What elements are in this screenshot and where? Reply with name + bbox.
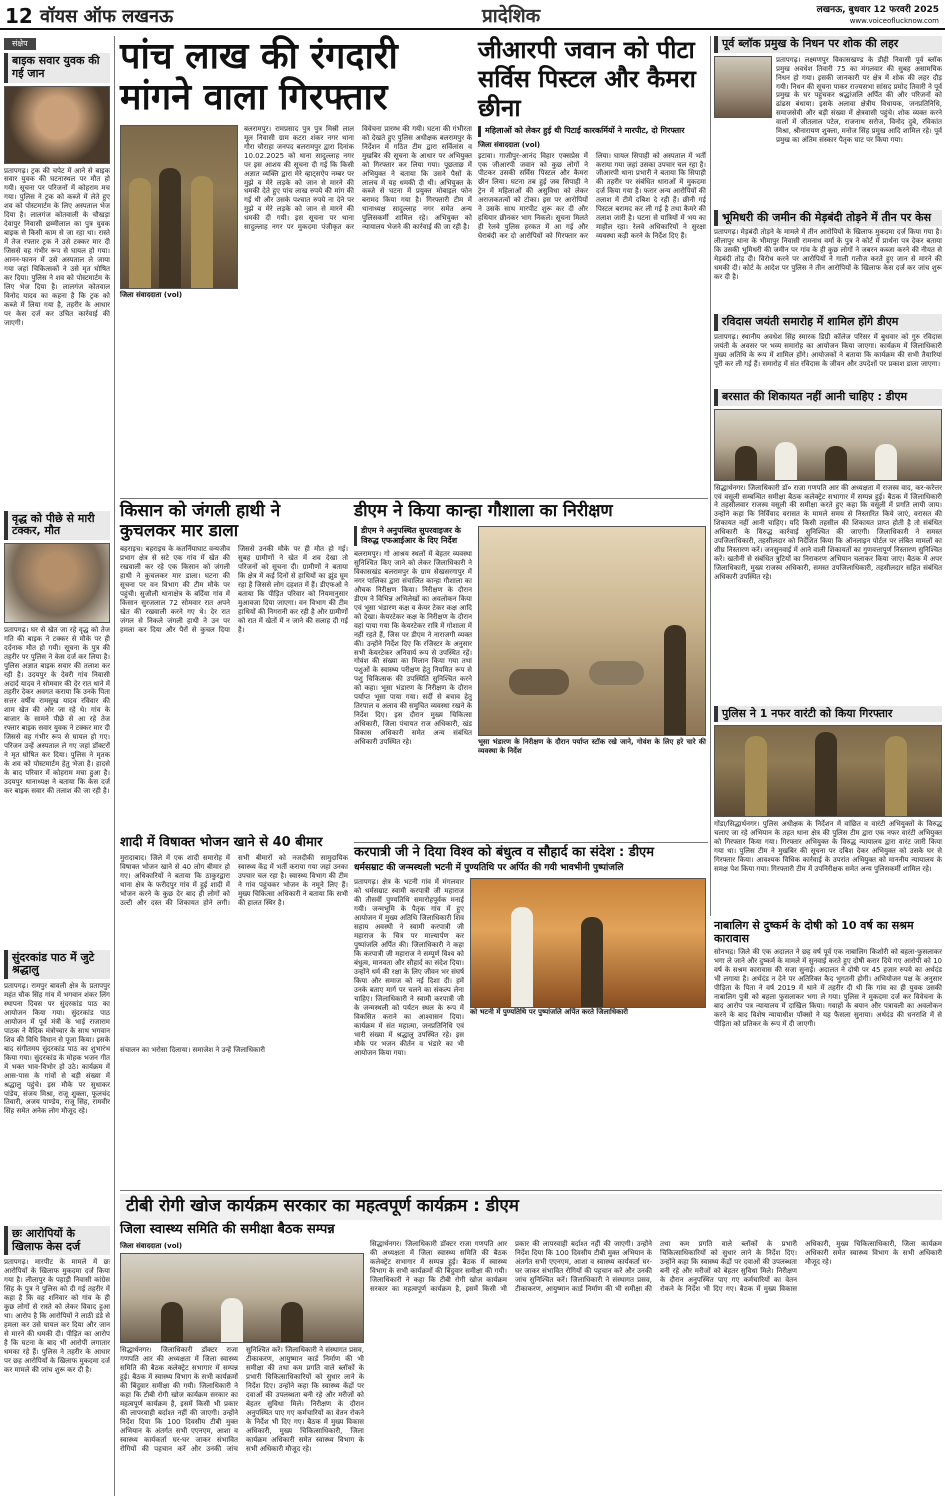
story-karpatri-extra bbox=[120, 1046, 708, 1190]
story-body-continued: सिद्धार्थनगर। जिलाधिकारी डॉक्टर राजा गणपति आर की अध्यक्षता में जिला स्वास्थ्य समिति की बैठक कलेक्ट्रेट सभागार में सम्पन्न हुई। बैठक में स्वास्थ्य विभाग के सभी कार्यक्रमों की बिंदुवार समीक्षा की गयी। जिलाधिकारी ने कहा कि टीबी रोगी खोज कार्यक्रम सरकार का महत्वपूर्ण कार्यक्रम है, इसमें किसी भी प्रकार की लापरवाही बर्दाश्त नहीं की जाएगी। उन्होंने निर्देश दिया कि 100 दिवसीय टीबी मुक्त अभियान के अंतर्गत सभी एएनएम, आशा व स्वास्थ्य कार्यकर्ता घर-घर जाकर संभावित रोगियों की पहचान करें और उनकी जांच सुनिश्चित करें। जिलाधिकारी ने संस्थागत प्रसव, टीकाकरण, आयुष्मान कार्ड निर्माण की भी समीक्षा की तथा कम प्रगति वाले ब्लॉकों के प्रभारी चिकित्साधिकारियों को सुधार लाने के निर्देश दिए। उन्होंने कहा कि स्वास्थ्य केंद्रों पर दवाओं की उपलब्धता बनी रहे और मरीजों को बेहतर सुविधा मिले। निरीक्षण के दौरान अनुपस्थित पाए गए कर्मचारियों का वेतन रोकने के निर्देश भी दिए गए। बैठक में मुख्य विकास अधिकारी, मुख्य चिकित्साधिकारी, जिला कार्यक्रम अधिकारी समेत स्वास्थ्य विभाग के सभी अधिकारी मौजूद रहे। bbox=[370, 1240, 942, 1294]
story-headline: जीआरपी जवान को पीटा सर्विस पिस्टल और कैमरा छीना bbox=[478, 36, 696, 122]
photo-caption: को भटनी में पुण्यतिथि पर पुष्पांजलि अर्पित करते जिलाधिकारी bbox=[470, 1008, 628, 1017]
brief-headline: बाइक सवार युवक की गई जान bbox=[4, 53, 110, 82]
brief-body: प्रतापगढ़। रामपुर बावली क्षेत्र के प्रतापपुर महंत चौक सिंह गांव में भगवान शंकर लिंग स्थापना दिवस पर सुंदरकांड पाठ का आयोजन किया गया। सुंदरकांड पाठ आयोजन में पूर्व मंत्री के भाई राजाराम पाठक ने वैदिक मंत्रोच्चार के साथ भगवान शिव की विधि विधान से पूजा किया। इसके बाद संगीतमय सुंदरकांड पाठ का शुभारंभ किया गया। सुंदरकांड के मोहक भजन गीत में भक्त भाव-विभोर हो उठे। कार्यक्रम में आस-पास के गांवों से बड़ी संख्या में श्रद्धालु पहुंचे। इस मौके पर सुधाकर पांडेय, संजय मिश्रा, राजू शुक्ला, फूलचंद तिवारी, अजय पाण्डेय, राजू सिंह, रामवीर सिंह समेत अनेक लोग मौजूद रहे। bbox=[4, 982, 110, 1116]
story-body: सिद्धार्थनगर। जिलाधिकारी डॉक्टर राजा गणपति आर की अध्यक्षता में जिला स्वास्थ्य समिति की बैठक कलेक्ट्रेट सभागार में सम्पन्न हुई। बैठक में स्वास्थ्य विभाग के सभी कार्यक्रमों की बिंदुवार समीक्षा की गयी। जिलाधिकारी ने कहा कि टीबी रोगी खोज कार्यक्रम सरकार का महत्वपूर्ण कार्यक्रम है, इसमें किसी भी प्रकार की लापरवाही बर्दाश्त नहीं की जाएगी। उन्होंने निर्देश दिया कि 100 दिवसीय टीबी मुक्त अभियान के अंतर्गत सभी एएनएम, आशा व स्वास्थ्य कार्यकर्ता घर-घर जाकर संभावित रोगियों की पहचान करें और उनकी जांच सुनिश्चित करें। जिलाधिकारी ने संस्थागत प्रसव, टीकाकरण, आयुष्मान कार्ड निर्माण की भी समीक्षा की तथा कम प्रगति वाले ब्लॉकों के प्रभारी चिकित्साधिकारियों को सुधार लाने के निर्देश दिए। उन्होंने कहा कि स्वास्थ्य केंद्रों पर दवाओं की उपलब्धता बनी रहे और मरीजों को बेहतर सुविधा मिले। निरीक्षण के दौरान अनुपस्थित पाए गए कर्मचारियों का वेतन रोकने के निर्देश भी दिए गए। बैठक में मुख्य विकास अधिकारी, मुख्य चिकित्साधिकारी, जिला कार्यक्रम अधिकारी समेत स्वास्थ्य विभाग के सभी अधिकारी मौजूद रहे। bbox=[120, 1346, 364, 1453]
story-headline: पांच लाख की रंगदारी bbox=[120, 36, 398, 77]
masthead bbox=[0, 0, 945, 30]
photo-warrant bbox=[714, 725, 942, 817]
story-subhead: डीएम ने अनुपस्थित सुपरवाइजर के विरुद्ध एफआईआर के दिए निर्देश bbox=[354, 526, 472, 546]
story-headline: रविदास जयंती समारोह में शामिल होंगे डीएम bbox=[714, 314, 942, 331]
story-body: इटावा। गाजीपुर-आनंद विहार एक्सप्रेस में एक जीआरपी जवान को कुछ लोगों ने पीटकर उसकी सर्विस पिस्टल और कैमरा छीन लिया। घटना तब हुई जब सिपाही ने ट्रेन में महिलाओं की असुविधा को लेकर अराजकतत्वों को टोका। इस पर आरोपियों ने उसके साथ मारपीट शुरू कर दी और हथियार छीनकर भाग निकले। सूचना मिलते ही रेलवे पुलिस हरकत में आ गई और घेराबंदी कर दो आरोपियों को गिरफ्तार कर लिया। घायल सिपाही को अस्पताल में भर्ती कराया गया जहां उसका उपचार चल रहा है। जीआरपी थाना प्रभारी ने बताया कि सिपाही की तहरीर पर संबंधित धाराओं में मुकदमा दर्ज किया गया है। फरार अन्य आरोपियों की तलाश में टीमें दबिश दे रही हैं। छीनी गई पिस्टल बरामद कर ली गई है तथा कैमरे की तलाश जारी है। घटना से यात्रियों में भय का माहौल रहा। रेलवे अधिकारियों ने सुरक्षा व्यवस्था कड़ी करने के निर्देश दिए हैं। bbox=[478, 151, 706, 241]
story-shok bbox=[714, 36, 942, 206]
brief-body: प्रतापगढ़। घर से खेत जा रहे वृद्ध को तेज गति की बाइक ने टक्कर से मौके पर ही दर्दनाक मौत हो गयी। सूचना के पुत्र की तहरीर पर पुलिस ने केस दर्ज कर लिया है। पुलिस अज्ञात बाइक सवार की तलाश कर रही है। उदयपुर के देवरी गांव निवासी अदार्द यादव ने सोमवार की देर रात थाने में तहरीर देकर अवगत कराया कि उनके पिता सत्तर वर्षीय रामसुख यादव रविवार की शाम खेत की ओर जा रहे थे। गांव के बाजार के सामने पीछे से आ रहे तेज रफ्तार बाइक सवार युवक ने टक्कर मार दी जिससे वह गंभीर रूप से घायल हो गए। परिजन उन्हें अस्पताल ले गए जहां डॉक्टरों ने मृत घोषित कर दिया। पुलिस ने मृतक के शव को पोस्टमार्टम हेतु भेजा है। हादसे के बाद परिवार में कोहराम मचा हुआ है। उदयपुर थानाध्यक्ष ने बताया कि केस दर्ज कर बाइक सवार की तलाश की जा रही है। bbox=[4, 625, 110, 795]
photo-caption: भूसा भंडारण के निरीक्षण के दौरान पर्याप्त स्टॉक रखे जाने, गोवंश के लिए हरे चारे की व्यवस्था के निर्देश bbox=[478, 737, 706, 755]
story-subhead: जिला स्वास्थ्य समिति की समीक्षा बैठक सम्पन्न bbox=[120, 1221, 335, 1237]
photo-meeting bbox=[714, 409, 942, 481]
story-headline: कुचलकर मार डाला bbox=[120, 520, 239, 541]
story-ravidas bbox=[714, 314, 942, 385]
section-divider bbox=[120, 498, 708, 499]
section-divider bbox=[120, 1190, 942, 1191]
story-headline: मांगने वाला गिरफ्तार bbox=[120, 77, 388, 119]
date-line: लखनऊ, बुधवार 12 फरवरी 2025 bbox=[816, 5, 939, 15]
story-nabalig bbox=[714, 920, 942, 1188]
story-headline: बरसात की शिकायत नहीं आनी चाहिए : डीएम bbox=[714, 389, 942, 406]
story-karpatri bbox=[354, 845, 706, 1057]
story-bhumidhari bbox=[714, 210, 942, 311]
story-gaushala bbox=[354, 502, 706, 838]
right-column bbox=[714, 36, 942, 916]
column-rule bbox=[710, 36, 711, 916]
story-rangdari bbox=[120, 36, 472, 494]
paper-name: वॉयस ऑफ लखनऊ bbox=[40, 6, 174, 27]
story-body: बहराइच। बहराइच के कतर्नियाघाट वन्यजीव प्रभाग क्षेत्र से सटे एक गांव में खेत की रखवाली कर रहे एक किसान को जंगली हाथी ने कुचलकर मार डाला। घटना की सूचना पर वन विभाग की टीम मौके पर पहुंची। सुजौली थानाक्षेत्र के बर्दिया गांव में किसान सुरजलाल 72 सोमवार रात अपने खेत की रखवाली करने गए थे। देर रात जंगल से निकले जंगली हाथी ने उन पर हमला कर दिया और पैरों से कुचल दिया जिससे उनकी मौके पर ही मौत हो गई। सुबह ग्रामीणों ने खेत में शव देखा तो परिजनों को सूचना दी। ग्रामीणों ने बताया कि क्षेत्र में कई दिनों से हाथियों का झुंड घूम रहा है जिससे लोग दहशत में हैं। डीएफओ ने बताया कि पीड़ित परिवार को नियमानुसार मुआवजा दिया जाएगा। वन विभाग की टीम हाथियों की निगरानी कर रही है और ग्रामीणों को रात में खेतों में न जाने की सलाह दी गई है। bbox=[120, 545, 348, 634]
brief-body: प्रतापगढ़। मारपीट के मामले में छः आरोपियों के खिलाफ मुकदमा दर्ज किया गया है। लीलापुर के पहाड़ी निवासी कांग्रेस सिंह के पुत्र ने पुलिस को दी गई तहरीर में कहा है कि वह शनिवार को गांव के ही कुछ लोगों से रास्ते को लेकर विवाद हुआ था। आरोप है कि आरोपियों ने लाठी डंडे से हमला कर उसे घायल कर दिया और जान से मारने की धमकी दी। पीड़ित का आरोप है कि घटना के बाद भी आरोपी लगातार धमका रहे हैं। पुलिस ने तहरीर के आधार पर छह आरोपियों के खिलाफ मुकदमा दर्ज कर मामले की जांच शुरू कर दी है। bbox=[4, 1258, 110, 1374]
website: www.voiceoflucknow.com bbox=[849, 17, 939, 25]
story-credit: जिला संवाददाता (vol) bbox=[120, 290, 183, 299]
section-divider bbox=[354, 842, 708, 843]
story-credit: जिला संवाददाता (vol) bbox=[120, 1242, 183, 1251]
story-headline: किसान को जंगली हाथी ने bbox=[120, 501, 281, 521]
photo-tb-meeting bbox=[120, 1253, 364, 1343]
story-headline: करपात्री जी ने दिया विश्व को बंधुत्व व सौहार्द का संदेश : डीएम bbox=[354, 845, 655, 860]
story-kisan bbox=[120, 502, 348, 832]
brief-headline: सुंदरकांड पाठ में जुटे श्रद्धालु bbox=[4, 950, 110, 979]
story-headline: नाबालिग से दुष्कर्म के दोषी को 10 वर्ष का सश्रम कारावास bbox=[714, 919, 914, 945]
story-grp bbox=[478, 36, 706, 494]
story-shadi bbox=[120, 836, 348, 1040]
story-headline: शादी में विषाक्त भोजन खाने से 40 बीमार bbox=[120, 835, 323, 850]
story-body: प्रतापगढ़। क्षेत्र के भटनी गांव में मंगलवार को धर्मसम्राट स्वामी करपात्री जी महाराज की तीसवीं पुण्यतिथि समारोहपूर्वक मनाई गयी। जन्मभूमि के पैतृक गांव में हुए आयोजन में मुख्य अतिथि जिलाधिकारी शिव सहाय अवस्थी ने स्वामी करपात्री जी महाराज के चित्र पर माल्यार्पण कर पुष्पांजलि अर्पित की। जिलाधिकारी ने कहा कि करपात्री जी महाराज ने सम्पूर्ण विश्व को बंधुत्व, मानवता और सौहार्द का संदेश दिया। उन्होंने धर्म की रक्षा के लिए जीवन भर संघर्ष किया और समाज को नई दिशा दी। हमें उनके बताए मार्ग पर चलने का संकल्प लेना चाहिए। जिलाधिकारी ने स्वामी करपात्री जी के जन्मस्थली को पर्यटन स्थल के रूप में विकसित कराने का आश्वासन दिया। कार्यक्रम में संत महात्मा, जनप्रतिनिधि एवं भारी संख्या में श्रद्धालु उपस्थित रहे। इस मौके पर भजन कीर्तन व भंडारे का भी आयोजन किया गया। bbox=[354, 878, 464, 1057]
story-body: बलरामपुर। गो आश्रय स्थलों में बेहतर व्यवस्था सुनिश्चित किए जाने को लेकर जिलाधिकारी ने विकासखंड बलरामपुर के ग्राम सेखसरगापुर में नगर पालिका द्वारा संचालित कान्हा गौशाला का औचक निरीक्षण किया। निरीक्षण के दौरान डीएम ने विभिन्न अभिलेखों का अवलोकन किया एवं भूसा भंडारण कक्ष व केयर टेकर कक्ष आदि को देखा। केयरटेकर कक्ष के निरीक्षण के दौरान वहां पाया गया कि केयरटेकर रात्रि में गोशाला में नहीं रहते हैं, जिस पर डीएम ने नाराजगी व्यक्त की। उन्होंने निर्देश दिए कि रजिस्टर के अनुसार सभी केयरटेकर अनिवार्य रूप से उपस्थित रहें। गोवंश की संख्या का मिलान किया गया तथा पशुओं के स्वास्थ्य परीक्षण हेतु नियमित रूप से पशु चिकित्सक की उपस्थिति सुनिश्चित करने को कहा। भूसा भंडारण के निरीक्षण के दौरान पर्याप्त भूसा पाया गया। सर्दी से बचाव हेतु तिरपाल व अलाव की समुचित व्यवस्था रखने के निर्देश दिए। इस दौरान मुख्य चिकित्सा अधिकारी, जिला पंचायत राज अधिकारी, खंड विकास अधिकारी समेत अन्य संबंधित अधिकारी उपस्थित रहे। bbox=[354, 550, 472, 747]
story-body: गोंडा/सिद्धार्थनगर। पुलिस अधीक्षक के निर्देशन में वांछित व वारंटी अभियुक्तों के विरुद्ध चलाए जा रहे अभियान के तहत थाना क्षेत्र की पुलिस टीम द्वारा एक नफर वारंटी अभियुक्त को गिरफ्तार किया गया। गिरफ्तार अभियुक्त के विरुद्ध न्यायालय द्वारा वारंट जारी किया गया था। पुलिस टीम ने मुखबिर की सूचना पर दबिश देकर अभियुक्त को उसके घर से गिरफ्तार किया। आवश्यक विधिक कार्रवाई के उपरांत अभियुक्त को माननीय न्यायालय के समक्ष पेश किया गया। गिरफ्तारी टीम में उपनिरीक्षक समेत अन्य पुलिसकर्मी शामिल रहे। bbox=[714, 820, 942, 873]
brief-photo-elderly bbox=[4, 543, 110, 623]
story-credit: जिला संवाददाता (vol) bbox=[478, 140, 541, 149]
story-body: बलरामपुर। रामप्रसाद पुत्र पुत्र मिस्री लाल मूल निवासी ग्राम कटरा शंकर नगर थाना गौरा चौराहा जनपद बलरामपुर द्वारा दिनांक 10.02.2025 को थाना सादुल्लाह नगर पर इस आशय की सूचना दी गई कि किसी अज्ञात व्यक्ति द्वारा मेरे व्हाट्सऐप नम्बर पर मुझे व मेरे लड़के को जान से मारने की धमकी देते हुए पांच लाख रुपये की मांग की गई थी और उसके पश्चात रुपये ना देने पर मुझे व मेरे लड़के को जान से मारने की धमकी दी गयी। इस सूचना पर थाना सादुल्लाह नगर पर मुकदमा पंजीकृत कर विवेचना प्रारम्भ की गयी। घटना की गंभीरता को देखते हुए पुलिस अधीक्षक बलरामपुर के निर्देशन में गठित टीम द्वारा सर्विलांस व मुखबिर की सूचना के आधार पर अभियुक्त को गिरफ्तार कर लिया गया। पूछताछ में अभियुक्त ने बताया कि उसने पैसों के लालच में यह धमकी दी थी। अभियुक्त के कब्जे से घटना में प्रयुक्त मोबाइल फोन बरामद किया गया है। गिरफ्तारी टीम में थानाध्यक्ष सादुल्लाह नगर समेत अन्य पुलिसकर्मी शामिल रहे। अभियुक्त को न्यायालय भेजने की कार्रवाई की जा रही है। bbox=[244, 124, 472, 232]
brief-sundarkand bbox=[4, 950, 110, 1222]
story-body: प्रतापगढ़। स्थानीय अवधेश सिंह स्मारक डिग्री कॉलेज परिसर में बुधवार को गुरु रविदास जयंती के अवसर पर भव्य समारोह का आयोजन किया जाएगा। कार्यक्रम में जिलाधिकारी मुख्य अतिथि के रूप में शामिल होंगे। आयोजकों ने बताया कि कार्यक्रम की सभी तैयारियां पूरी कर ली गई हैं। समारोह में संत रविदास के जीवन और उपदेशों पर प्रकाश डाला जाएगा। bbox=[714, 332, 942, 368]
story-body-continued: संचालन का भरोसा दिलाया। समाजेश ने उन्हें जिलाधिकारी bbox=[120, 1046, 265, 1054]
left-briefs-column bbox=[4, 36, 110, 1496]
brief-elderly-accident bbox=[4, 511, 110, 946]
story-headline: पूर्व ब्लॉक प्रमुख के निधन पर शोक की लहर bbox=[714, 36, 942, 53]
story-headline: टीबी रोगी खोज कार्यक्रम सरकार का महत्वपूर्ण कार्यक्रम : डीएम bbox=[120, 1194, 942, 1220]
brief-body: प्रतापगढ़। ट्रक की चपेट में आने से बाइक सवार युवक की घटनास्थल पर मौत हो गयी। सूचना पर परिजनों में कोहराम मच गया। पुलिस ने ट्रक को कब्जे में लेते हुए शव को पोस्टमार्टम के लिए अस्पताल भेज दिया है। लालगंज कोतवाली के चौखड़ा देवापुर निवासी छम्मीलाल का पुत्र युवक बाइक से किसी काम से जा रहा था। रास्ते में तेज रफ्तार ट्रक ने उसे टक्कर मार दी जिससे वह गंभीर रूप से घायल हो गया। आनन-फानन में उसे अस्पताल ले जाया गया जहां चिकित्सकों ने उसे मृत घोषित कर दिया। पुलिस ने शव को पोस्टमार्टम के लिए भेज दिया है। लालगंज कोतवाल विनोद यादव का कहना है कि ट्रक को कब्जे में लिया गया है, तहरीर के आधार पर केस दर्ज कर उचित कार्रवाई की जाएगी। bbox=[4, 166, 110, 327]
page-number: 12 bbox=[5, 4, 33, 28]
photo-arrest bbox=[120, 125, 238, 289]
brief-bike-youth bbox=[4, 53, 110, 506]
story-headline: पुलिस ने 1 नफर वारंटी को किया गिरफ्तार bbox=[714, 706, 942, 723]
story-body: सोनभद्र। जिले की एक अदालत ने छह वर्ष पूर्व एक नाबालिग किशोरी को बहला-फुसलाकर भगा ले जाने और दुष्कर्म के मामले में सुनवाई करते हुए दोषी करार दिये गए आरोपी को 10 वर्ष के सश्रम कारावास की सजा सुनाई। अदालत ने दोषी पर 45 हजार रुपये का अर्थदंड भी लगाया है। अर्थदंड न देने पर अतिरिक्त कैद भुगतनी होगी। अभियोजन पक्ष के अनुसार पीड़िता के पिता ने वर्ष 2019 में थाने में तहरीर दी थी कि गांव का ही युवक उसकी नाबालिग पुत्री को बहला फुसलाकर भगा ले गया। पुलिस ने मुकदमा दर्ज कर विवेचना के बाद आरोप पत्र न्यायालय में दाखिल किया। गवाहों के बयान और पत्रावली का अवलोकन करने के बाद विशेष न्यायाधीश पॉक्सो ने यह फैसला सुनाया। अर्थदंड की धनराशि में से पीड़िता को प्रतिकर के रूप में दी जाएगी। bbox=[714, 948, 942, 1028]
brief-photo-youth bbox=[4, 86, 110, 164]
brief-headline: वृद्ध को पीछे से मारी टक्कर, मौत bbox=[4, 511, 110, 540]
photo-gaushala bbox=[478, 526, 706, 736]
story-body: मुरादाबाद। जिले में एक शादी समारोह में विषाक्त भोजन खाने से 40 लोग बीमार हो गए। अधिकारियों ने बताया कि ठाकुरद्वारा थाना क्षेत्र के फरीदपुर गांव में हुई शादी में भोजन करने के कुछ देर बाद ही लोगों को उल्टी और दस्त की शिकायत होने लगी। सभी बीमारों को नजदीकी सामुदायिक स्वास्थ्य केंद्र में भर्ती कराया गया जहां उनका उपचार चल रहा है। स्वास्थ्य विभाग की टीम ने गांव पहुंचकर भोजन के नमूने लिए हैं। मुख्य चिकित्सा अधिकारी ने बताया कि सभी की हालत स्थिर है। bbox=[120, 853, 348, 907]
brief-tag: संक्षेप bbox=[4, 38, 36, 50]
story-tb bbox=[120, 1194, 942, 1496]
brief-six-accused bbox=[4, 1226, 110, 1458]
story-subhead: महिलाओं को लेकर हुई थी पिटाई कारकर्मियों ने मारपीट, दो गिरफ्तार bbox=[478, 126, 706, 136]
brief-headline: छः आरोपियों के खिलाफ केस दर्ज bbox=[4, 1226, 110, 1255]
story-warrant bbox=[714, 706, 942, 947]
section-title: प्रादेशिक bbox=[482, 5, 541, 27]
story-body: प्रतापगढ़। मेड़बंदी तोड़ने के मामले में तीन आरोपियों के खिलाफ मुकदमा दर्ज किया गया है। लीलापुर थाना के भीमापुर निवासी रामनाथ वर्मा के पुत्र ने कोर्ट में प्रार्थना पत्र देकर बताया कि उसकी भूमिधरी की जमीन पर गांव के ही कुछ लोगों ने जबरन कब्जा करने की नीयत से मेड़बंदी तोड़ दी। विरोध करने पर आरोपियों ने गाली गलौज करते हुए जान से मारने की धमकी दी। कोर्ट के आदेश पर पुलिस ने तीन आरोपियों के खिलाफ केस दर्ज कर जांच शुरू कर दी है। bbox=[714, 228, 942, 282]
story-headline: भूमिधरी की जमीन की मेड़बंदी तोड़ने में तीन पर केस bbox=[714, 210, 942, 227]
photo-portrait bbox=[714, 56, 772, 118]
story-barsaat bbox=[714, 389, 942, 702]
story-body: सिद्धार्थनगर। जिलाधिकारी डॉ० राजा गणपति आर की अध्यक्षता में राजस्व वाद, कर-करेत्तर एवं वसूली सम्बन्धित समीक्षा बैठक कलेक्ट्रेट सभागार में सम्पन्न हुई। बैठक में जिलाधिकारी ने तहसीलवार राजस्व वसूली की समीक्षा करते हुए कहा कि वसूली में प्रगति लायी जाय। उन्होंने कहा कि निर्विवाद वरासत के मामले समय से निस्तारित किये जाएं, वरासत की शिकायत नहीं आनी चाहिए। यदि किसी तहसील की शिकायत प्राप्त होती है तो संबंधित अधिकारी के विरुद्ध कार्रवाई सुनिश्चित की जाएगी। जिलाधिकारी ने समस्त उपजिलाधिकारी, तहसीलदार को निर्देशित किया कि ऑनलाइन पोर्टल पर लंबित मामलों का शीघ्र निस्तारण करें। जनसुनवाई में आने वाली शिकायतों का गुणवत्तापूर्ण निस्तारण सुनिश्चित करें। खतौनी से संबंधित त्रुटियों का निराकरण अभियान चलाकर किया जाए। बैठक में अपर जिलाधिकारी, मुख्य राजस्व अधिकारी, समस्त उपजिलाधिकारी, तहसीलदार सहित संबंधित अधिकारी उपस्थित रहे। bbox=[714, 483, 942, 582]
story-body: प्रतापगढ़। लक्ष्मणपुर विकासखण्ड के डीही निवासी पूर्व ब्लॉक प्रमुख अवधेश तिवारी 75 का मंगलवार की सुबह असामयिक निधन हो गया। इसकी जानकारी पर क्षेत्र में शोक की लहर दौड़ गयी। निधन की सूचना पाकर राज्यसभा सांसद प्रमोद तिवारी ने पूर्व प्रमुख के घर पहुंचकर श्रद्धांजलि अर्पित की और परिजनों को ढांढस बंधाया। इसके अलावा क्षेत्रीय विधायक, जनप्रतिनिधि, समाजसेवी और बड़ी संख्या में क्षेत्रवासी पहुंचे। शोक व्यक्त करने वालों में जीतलाल पटेल, राजनाथ सरोज, विनोद दुबे, रविकांत मिश्रा, श्रीनारायण शुक्ला, मनोज सिंह प्रमुख आदि शामिल रहे। पूर्व प्रमुख का अंतिम संस्कार पैतृक घाट पर किया गया। bbox=[776, 55, 942, 145]
story-headline: डीएम ने किया कान्हा गौशाला का निरीक्षण bbox=[354, 501, 613, 521]
column-rule bbox=[114, 36, 115, 1496]
story-subhead: धर्मसम्राट की जन्मस्थली भटनी में पुण्यतिथि पर अर्पित की गयी भावभीनी पुष्पांजलि bbox=[354, 862, 624, 873]
photo-karpatri bbox=[470, 878, 706, 1008]
